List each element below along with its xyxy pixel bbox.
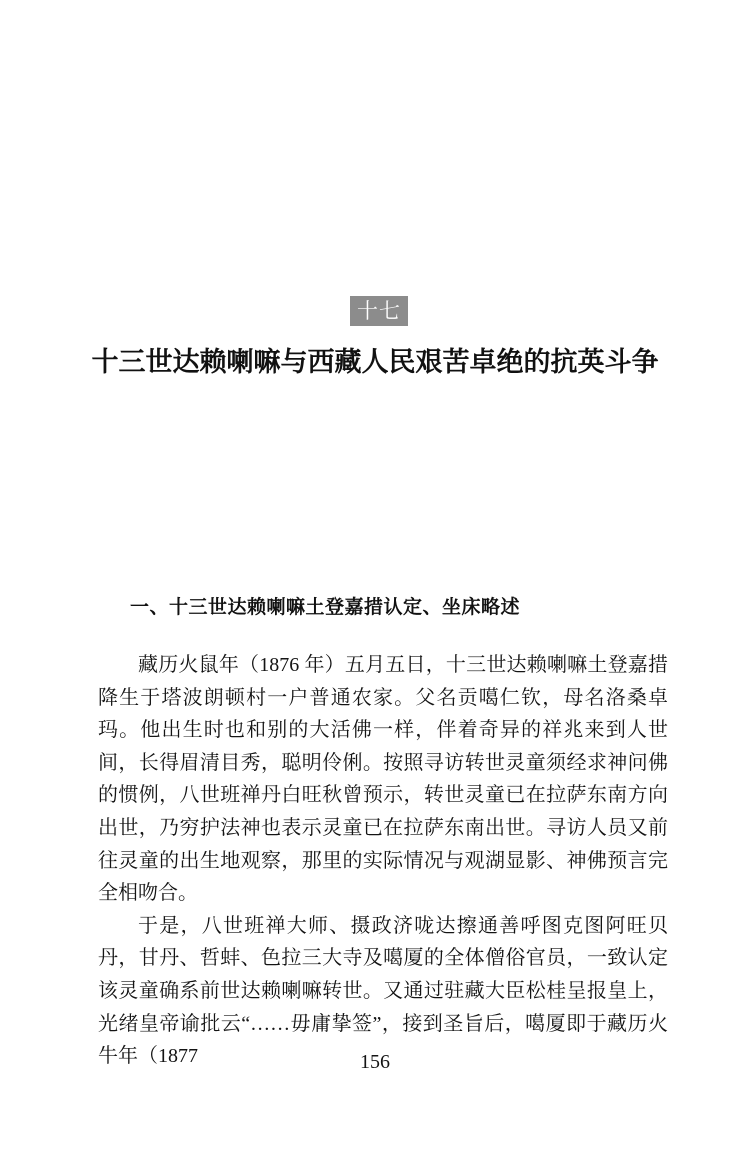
section-heading: 一、十三世达赖喇嘛土登嘉措认定、坐床略述: [130, 597, 521, 618]
paragraph: 藏历火鼠年（1876 年）五月五日，十三世达赖喇嘛土登嘉措降生于塔波朗顿村一户普通农家。父名贡噶仁钦，母名洛桑卓玛。他出生时也和别的大活佛一样，伴着奇异的祥兆来到人世间，长得眉清目秀，聪明伶俐。按照寻访转世灵童须经求神问佛的惯例，八世班禅丹白旺秋曾预示，转世灵童已在拉萨东南方向出世，乃穷护法神也表示灵童已在拉萨东南出世。寻访人员又前往灵童的出生地观察，那里的实际情况与观湖显影、神佛预言完全相吻合。: [98, 654, 668, 905]
chapter-title: 十三世达赖喇嘛与西藏人民艰苦卓绝的抗英斗争: [91, 347, 659, 377]
body-text: [98, 649, 668, 1073]
page-number: 156: [360, 1051, 390, 1073]
paragraph: 于是，八世班禅大师、摄政济咙达擦通善呼图克图阿旺贝丹，甘丹、哲蚌、色拉三大寺及噶厦的全体僧俗官员，一致认定该灵童确系前世达赖喇嘛转世。又通过驻藏大臣松桂呈报皇上，光绪皇帝谕批云“……毋庸挚签”，接到圣旨后，噶厦即于藏历火牛年（1877: [98, 914, 668, 1068]
chapter-number-badge: 十七: [350, 296, 408, 326]
